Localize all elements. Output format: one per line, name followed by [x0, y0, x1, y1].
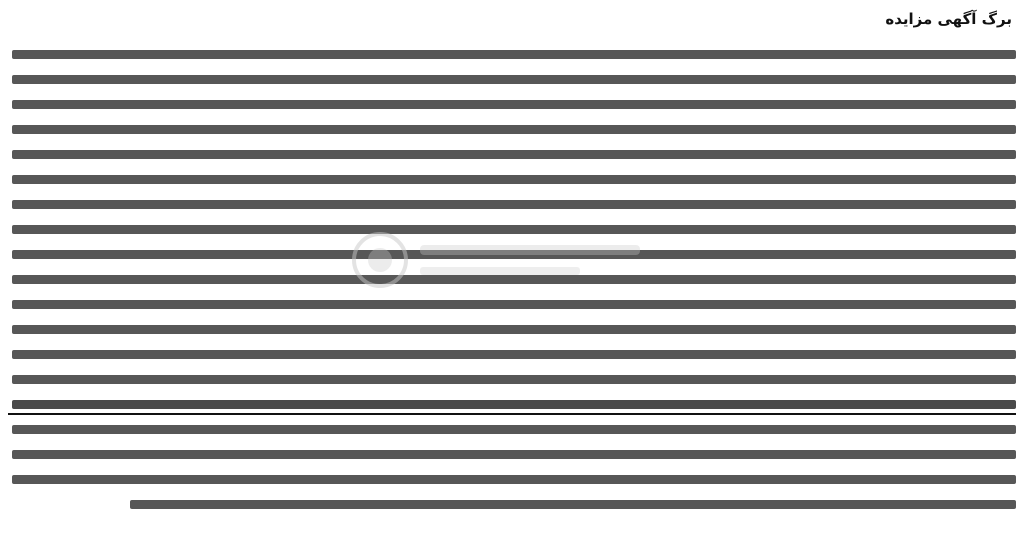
notice-line: [8, 67, 1016, 92]
notice-line: [8, 92, 1016, 117]
notice-line: [8, 392, 1016, 417]
notice-line: [8, 167, 1016, 192]
notice-line-text: [12, 200, 1016, 209]
notice-line: [8, 292, 1016, 317]
notice-line-text: [12, 275, 1016, 284]
notice-line-text: [12, 150, 1016, 159]
notice-line: [8, 467, 1016, 492]
notice-line-text: [12, 325, 1016, 334]
notice-line-text: [12, 300, 1016, 309]
notice-line-text: [12, 475, 1016, 484]
notice-line: [8, 142, 1016, 167]
notice-line-text: [12, 375, 1016, 384]
notice-line: [8, 117, 1016, 142]
notice-line-text: [12, 425, 1016, 434]
notice-line-text: [12, 75, 1016, 84]
notice-body: [8, 42, 1016, 517]
notice-line: [8, 242, 1016, 267]
notice-line-text: [12, 175, 1016, 184]
notice-line-text: [12, 100, 1016, 109]
notice-line-text: [12, 400, 1016, 409]
notice-line: [8, 192, 1016, 217]
notice-line-text: [12, 225, 1016, 234]
notice-line-text: [12, 350, 1016, 359]
notice-line-text: [12, 450, 1016, 459]
notice-line: [8, 442, 1016, 467]
notice-title: برگ آگهی مزایده: [885, 10, 1012, 28]
notice-line: [8, 317, 1016, 342]
notice-line: [8, 342, 1016, 367]
notice-line: [8, 417, 1016, 442]
notice-line: [8, 267, 1016, 292]
notice-line-text: [12, 250, 1016, 259]
notice-line-text: [12, 50, 1016, 59]
notice-line-text: [12, 125, 1016, 134]
notice-line: [8, 367, 1016, 392]
notice-line-text: [130, 500, 1016, 509]
notice-line: [8, 217, 1016, 242]
notice-line: [8, 492, 1016, 517]
notice-line: [8, 42, 1016, 67]
